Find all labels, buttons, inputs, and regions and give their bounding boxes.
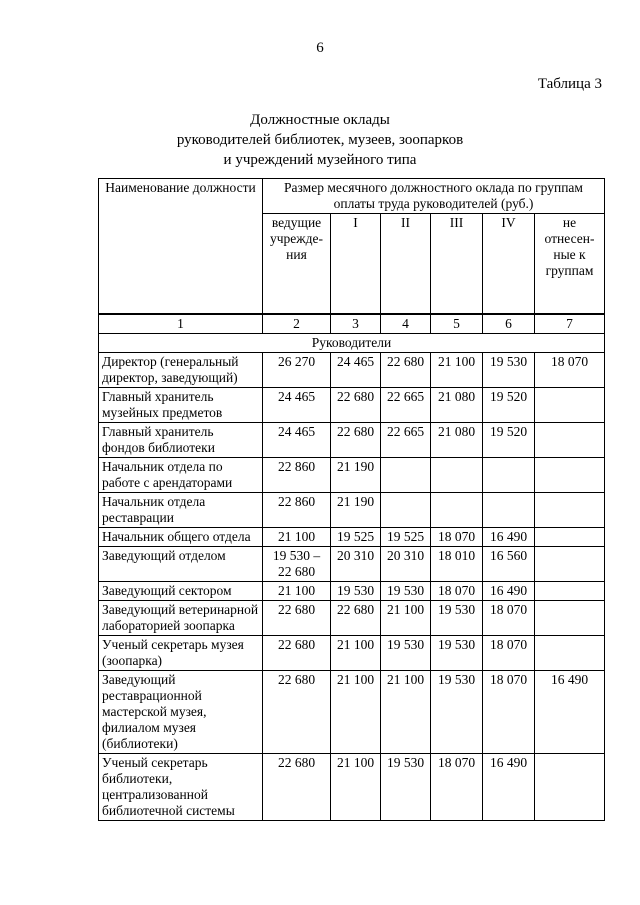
position-name: Директор (генеральный директор, заведующий) [99,352,263,387]
salary-value: 19 530 [431,635,483,670]
salary-value [381,492,431,527]
salary-value: 19 530 [483,352,535,387]
salary-value: 21 190 [331,492,381,527]
header-group: I [331,214,381,314]
salary-value [535,492,605,527]
salary-value: 24 465 [263,422,331,457]
salary-value: 22 680 [331,422,381,457]
section-row [99,333,605,352]
salary-value: 22 680 [381,352,431,387]
salary-value: 18 070 [483,600,535,635]
salary-value [535,600,605,635]
salary-value: 18 070 [483,670,535,753]
salary-value [535,635,605,670]
position-name: Главный хранитель музейных предметов [99,387,263,422]
header-group: IV [483,214,535,314]
salary-value: 22 665 [381,387,431,422]
table-row [99,600,605,635]
salary-value: 19 520 [483,387,535,422]
salary-value: 21 100 [263,581,331,600]
salary-value: 18 070 [431,753,483,820]
position-name: Начальник общего отдела [99,527,263,546]
section-title: Руководители [99,333,605,352]
salary-value: 19 530 [381,753,431,820]
salary-value: 16 490 [483,527,535,546]
salary-value [535,422,605,457]
column-number: 7 [535,314,605,334]
salary-value: 19 530 [381,581,431,600]
table-row [99,581,605,600]
table-row [99,753,605,820]
table-row [99,422,605,457]
salary-value: 21 100 [431,352,483,387]
salary-value: 19 530 [331,581,381,600]
salary-value: 20 310 [331,546,381,581]
position-name: Ученый секретарь музея (зоопарка) [99,635,263,670]
position-name: Заведующий ветеринарной лабораторией зоопарка [99,600,263,635]
salary-value [535,527,605,546]
salary-value: 18 070 [483,635,535,670]
position-name: Ученый секретарь библиотеки, централизованной библиотечной системы [99,753,263,820]
table-row [99,635,605,670]
salary-value: 21 100 [331,635,381,670]
salary-value: 22 680 [263,600,331,635]
salary-value [381,457,431,492]
salary-value [483,457,535,492]
salary-value: 22 680 [331,600,381,635]
salary-value: 21 080 [431,422,483,457]
position-name: Заведующий реставрационной мастерской музея, филиалом музея (библиотеки) [99,670,263,753]
table-label: Таблица 3 [537,76,602,92]
salary-value: 21 080 [431,387,483,422]
column-number: 3 [331,314,381,334]
column-number: 1 [99,314,263,334]
position-name: Начальник отдела по работе с арендаторами [99,457,263,492]
salary-value: 22 665 [381,422,431,457]
column-number: 6 [483,314,535,334]
table-row [99,492,605,527]
salary-value [431,492,483,527]
salary-table [98,178,605,821]
salary-value [535,457,605,492]
salary-value: 19 530 [431,600,483,635]
salary-value: 26 270 [263,352,331,387]
header-group: II [381,214,431,314]
salary-value: 19 525 [381,527,431,546]
salary-value: 19 530 [381,635,431,670]
salary-value: 21 100 [331,753,381,820]
position-name: Главный хранитель фондов библиотеки [99,422,263,457]
salary-value [431,457,483,492]
table-row [99,352,605,387]
salary-value: 22 860 [263,457,331,492]
header-group: не отнесен-ные к группам [535,214,605,314]
position-name: Начальник отдела реставрации [99,492,263,527]
salary-value: 18 070 [535,352,605,387]
salary-value: 22 860 [263,492,331,527]
salary-value: 21 190 [331,457,381,492]
header-group: III [431,214,483,314]
salary-value: 21 100 [381,600,431,635]
table-body [99,352,605,820]
column-number: 5 [431,314,483,334]
salary-value: 21 100 [263,527,331,546]
salary-value: 22 680 [263,753,331,820]
salary-value [535,387,605,422]
salary-value: 21 100 [381,670,431,753]
salary-value: 18 010 [431,546,483,581]
salary-value: 16 560 [483,546,535,581]
salary-value [483,492,535,527]
column-number: 4 [381,314,431,334]
salary-value: 18 070 [431,527,483,546]
salary-value [535,581,605,600]
salary-value: 16 490 [535,670,605,753]
salary-value: 19 530 [431,670,483,753]
table-row [99,457,605,492]
position-name: Заведующий отделом [99,546,263,581]
salary-value: 19 520 [483,422,535,457]
salary-value: 22 680 [263,635,331,670]
table-row [99,670,605,753]
salary-value: 19 530 – 22 680 [263,546,331,581]
table-row [99,546,605,581]
salary-value [535,753,605,820]
salary-value: 24 465 [263,387,331,422]
column-number: 2 [263,314,331,334]
salary-value: 22 680 [263,670,331,753]
caption-line: руководителей библиотек, музеев, зоопарков [176,132,464,148]
header-position-name: Наименование должности [99,179,263,314]
caption-line: и учреждений музейного типа [223,152,417,168]
caption-line: Должностные оклады [250,112,390,128]
salary-value: 21 100 [331,670,381,753]
salary-value: 16 490 [483,753,535,820]
header-salary-groups: Размер месячного должностного оклада по группам оплаты труда руководителей (руб.) [263,179,605,214]
salary-value: 24 465 [331,352,381,387]
salary-value: 16 490 [483,581,535,600]
table-caption [0,110,640,170]
table-row [99,387,605,422]
salary-value: 22 680 [331,387,381,422]
position-name: Заведующий сектором [99,581,263,600]
header-group: ведущие учрежде-ния [263,214,331,314]
page-number: 6 [316,40,324,56]
table-row [99,527,605,546]
header-row [99,179,605,214]
column-numbers-row [99,314,605,334]
salary-value [535,546,605,581]
salary-value: 18 070 [431,581,483,600]
salary-value: 20 310 [381,546,431,581]
salary-value: 19 525 [331,527,381,546]
